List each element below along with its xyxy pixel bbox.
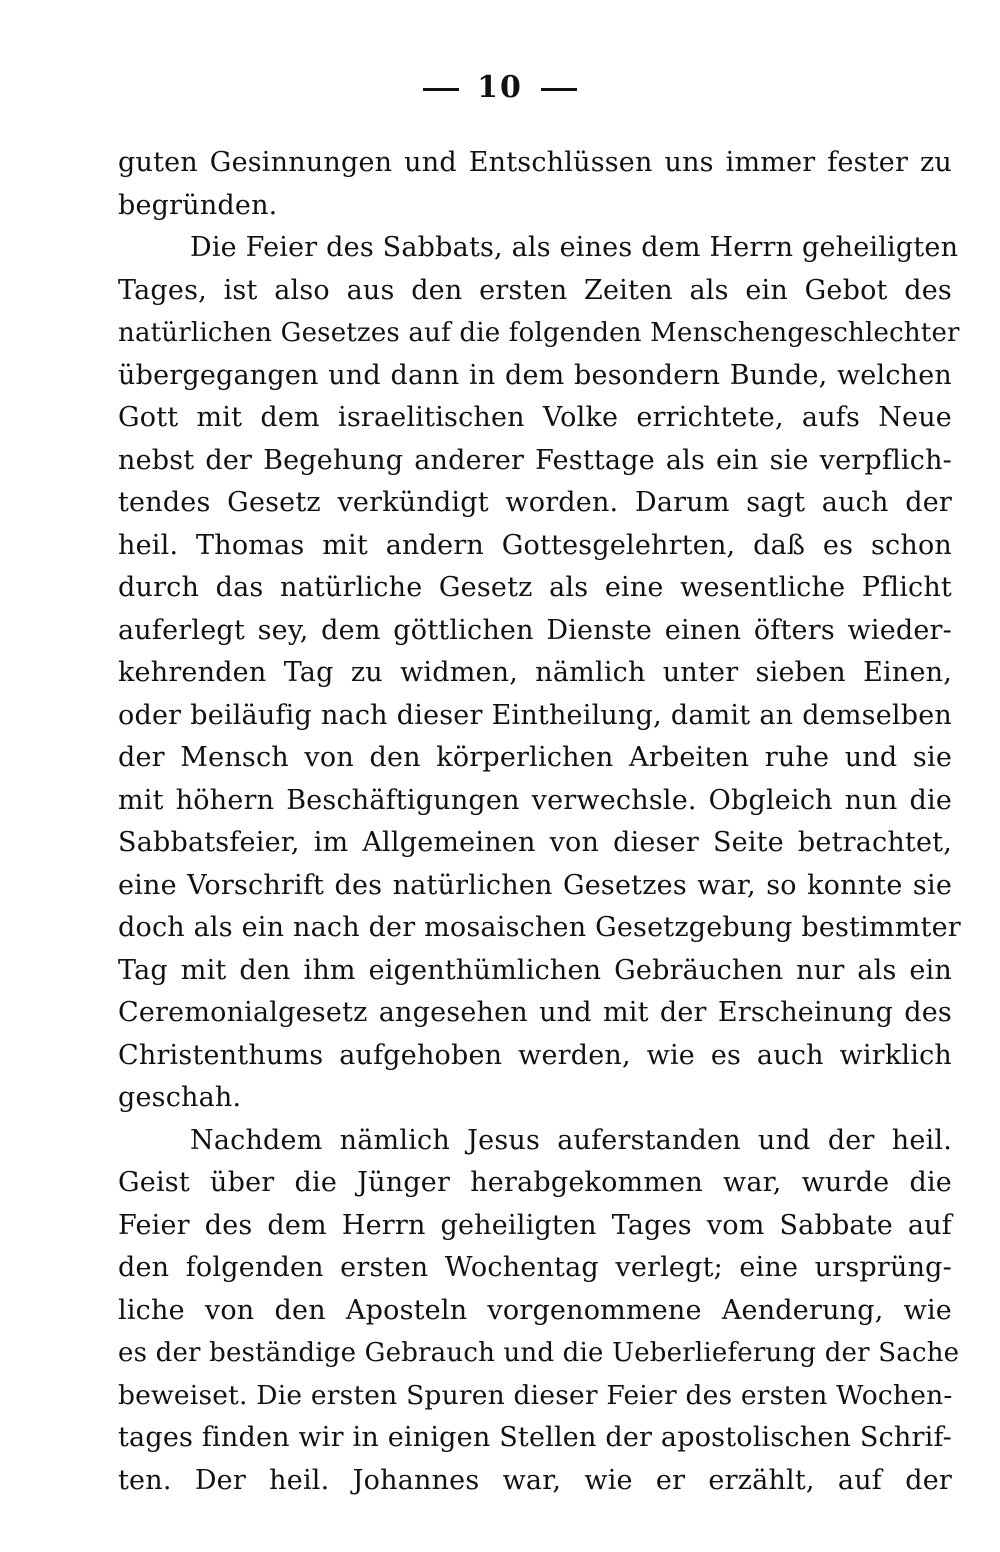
text-line: natürlichen Gesetzes auf die folgenden Menschengeschlechter bbox=[118, 318, 960, 348]
text-line: beweiset. Die ersten Spuren dieser Feier des ersten Wochen- bbox=[118, 1379, 953, 1411]
text-line: ten. Der heil. Johannes war, wie er erzählt, auf der bbox=[118, 1464, 952, 1496]
text-line: den folgenden ersten Wochentag verlegt; eine ursprüng- bbox=[118, 1252, 952, 1283]
text-line: auferlegt sey, dem göttlichen Dienste einen öfters wieder- bbox=[118, 614, 952, 646]
text-line: Gott mit dem israelitischen Volke errichtete, aufs Neue bbox=[118, 402, 952, 433]
text-line: Tag mit den ihm eigenthümlichen Gebräuchen nur als ein bbox=[118, 954, 952, 986]
text-line: eine Vorschrift des natürlichen Gesetzes war, so konnte sie bbox=[118, 869, 952, 901]
text-line: tendes Gesetz verkündigt worden. Darum sagt auch der bbox=[118, 487, 952, 518]
text-line: Tages, ist also aus den ersten Zeiten als ein Gebot des bbox=[118, 274, 952, 306]
text-line: Feier des dem Herrn geheiligten Tages vom Sabbate auf bbox=[118, 1209, 952, 1241]
text-line: mit höhern Beschäftigungen verwechsle. Obgleich nun die bbox=[118, 784, 952, 816]
text-line: Geist über die Jünger herabgekommen war, wurde die bbox=[118, 1167, 952, 1198]
text-line: oder beiläufig nach dieser Eintheilung, damit an demselben bbox=[118, 699, 952, 731]
text-line: Ceremonialgesetz angesehen und mit der Erscheinung des bbox=[118, 997, 952, 1028]
text-line: Christenthums aufgehoben werden, wie es auch wirklich bbox=[118, 1039, 952, 1071]
text-line: übergegangen und dann in dem besondern Bunde, welchen bbox=[118, 359, 952, 391]
text-line: tages finden wir in einigen Stellen der apostolischen Schrif- bbox=[118, 1422, 952, 1453]
text-line: Nachdem nämlich Jesus auferstanden und der heil. bbox=[190, 1124, 952, 1156]
page-number: 10 bbox=[477, 70, 523, 105]
page-header bbox=[0, 70, 1000, 105]
text-line: geschah. bbox=[118, 1082, 242, 1113]
text-line: Sabbatsfeier, im Allgemeinen von dieser Seite betrachtet, bbox=[118, 827, 952, 858]
text-line: liche von den Aposteln vorgenommene Aenderung, wie bbox=[118, 1294, 952, 1326]
text-line: Die Feier des Sabbats, als eines dem Herrn geheiligten bbox=[190, 232, 959, 263]
text-line: durch das natürliche Gesetz als eine wesentliche Pflicht bbox=[118, 572, 952, 603]
text-line: kehrenden Tag zu widmen, nämlich unter sieben Einen, bbox=[118, 657, 952, 688]
text-line: der Mensch von den körperlichen Arbeiten ruhe und sie bbox=[118, 742, 952, 773]
text-line: guten Gesinnungen und Entschlüssen uns immer fester zu bbox=[118, 147, 952, 178]
text-line: heil. Thomas mit andern Gottesgelehrten, daß es schon bbox=[118, 529, 952, 561]
text-line: begründen. bbox=[118, 189, 278, 221]
header-dash-left bbox=[423, 88, 459, 91]
text-line: nebst der Begehung anderer Festtage als ein sie verpflich- bbox=[118, 444, 952, 476]
text-line: doch als ein nach der mosaischen Gesetzgebung bestimmter bbox=[118, 912, 961, 943]
header-dash-right bbox=[541, 88, 577, 91]
text-line: es der beständige Gebrauch und die Ueberlieferung der Sache bbox=[118, 1338, 960, 1368]
body-text bbox=[118, 142, 961, 1502]
